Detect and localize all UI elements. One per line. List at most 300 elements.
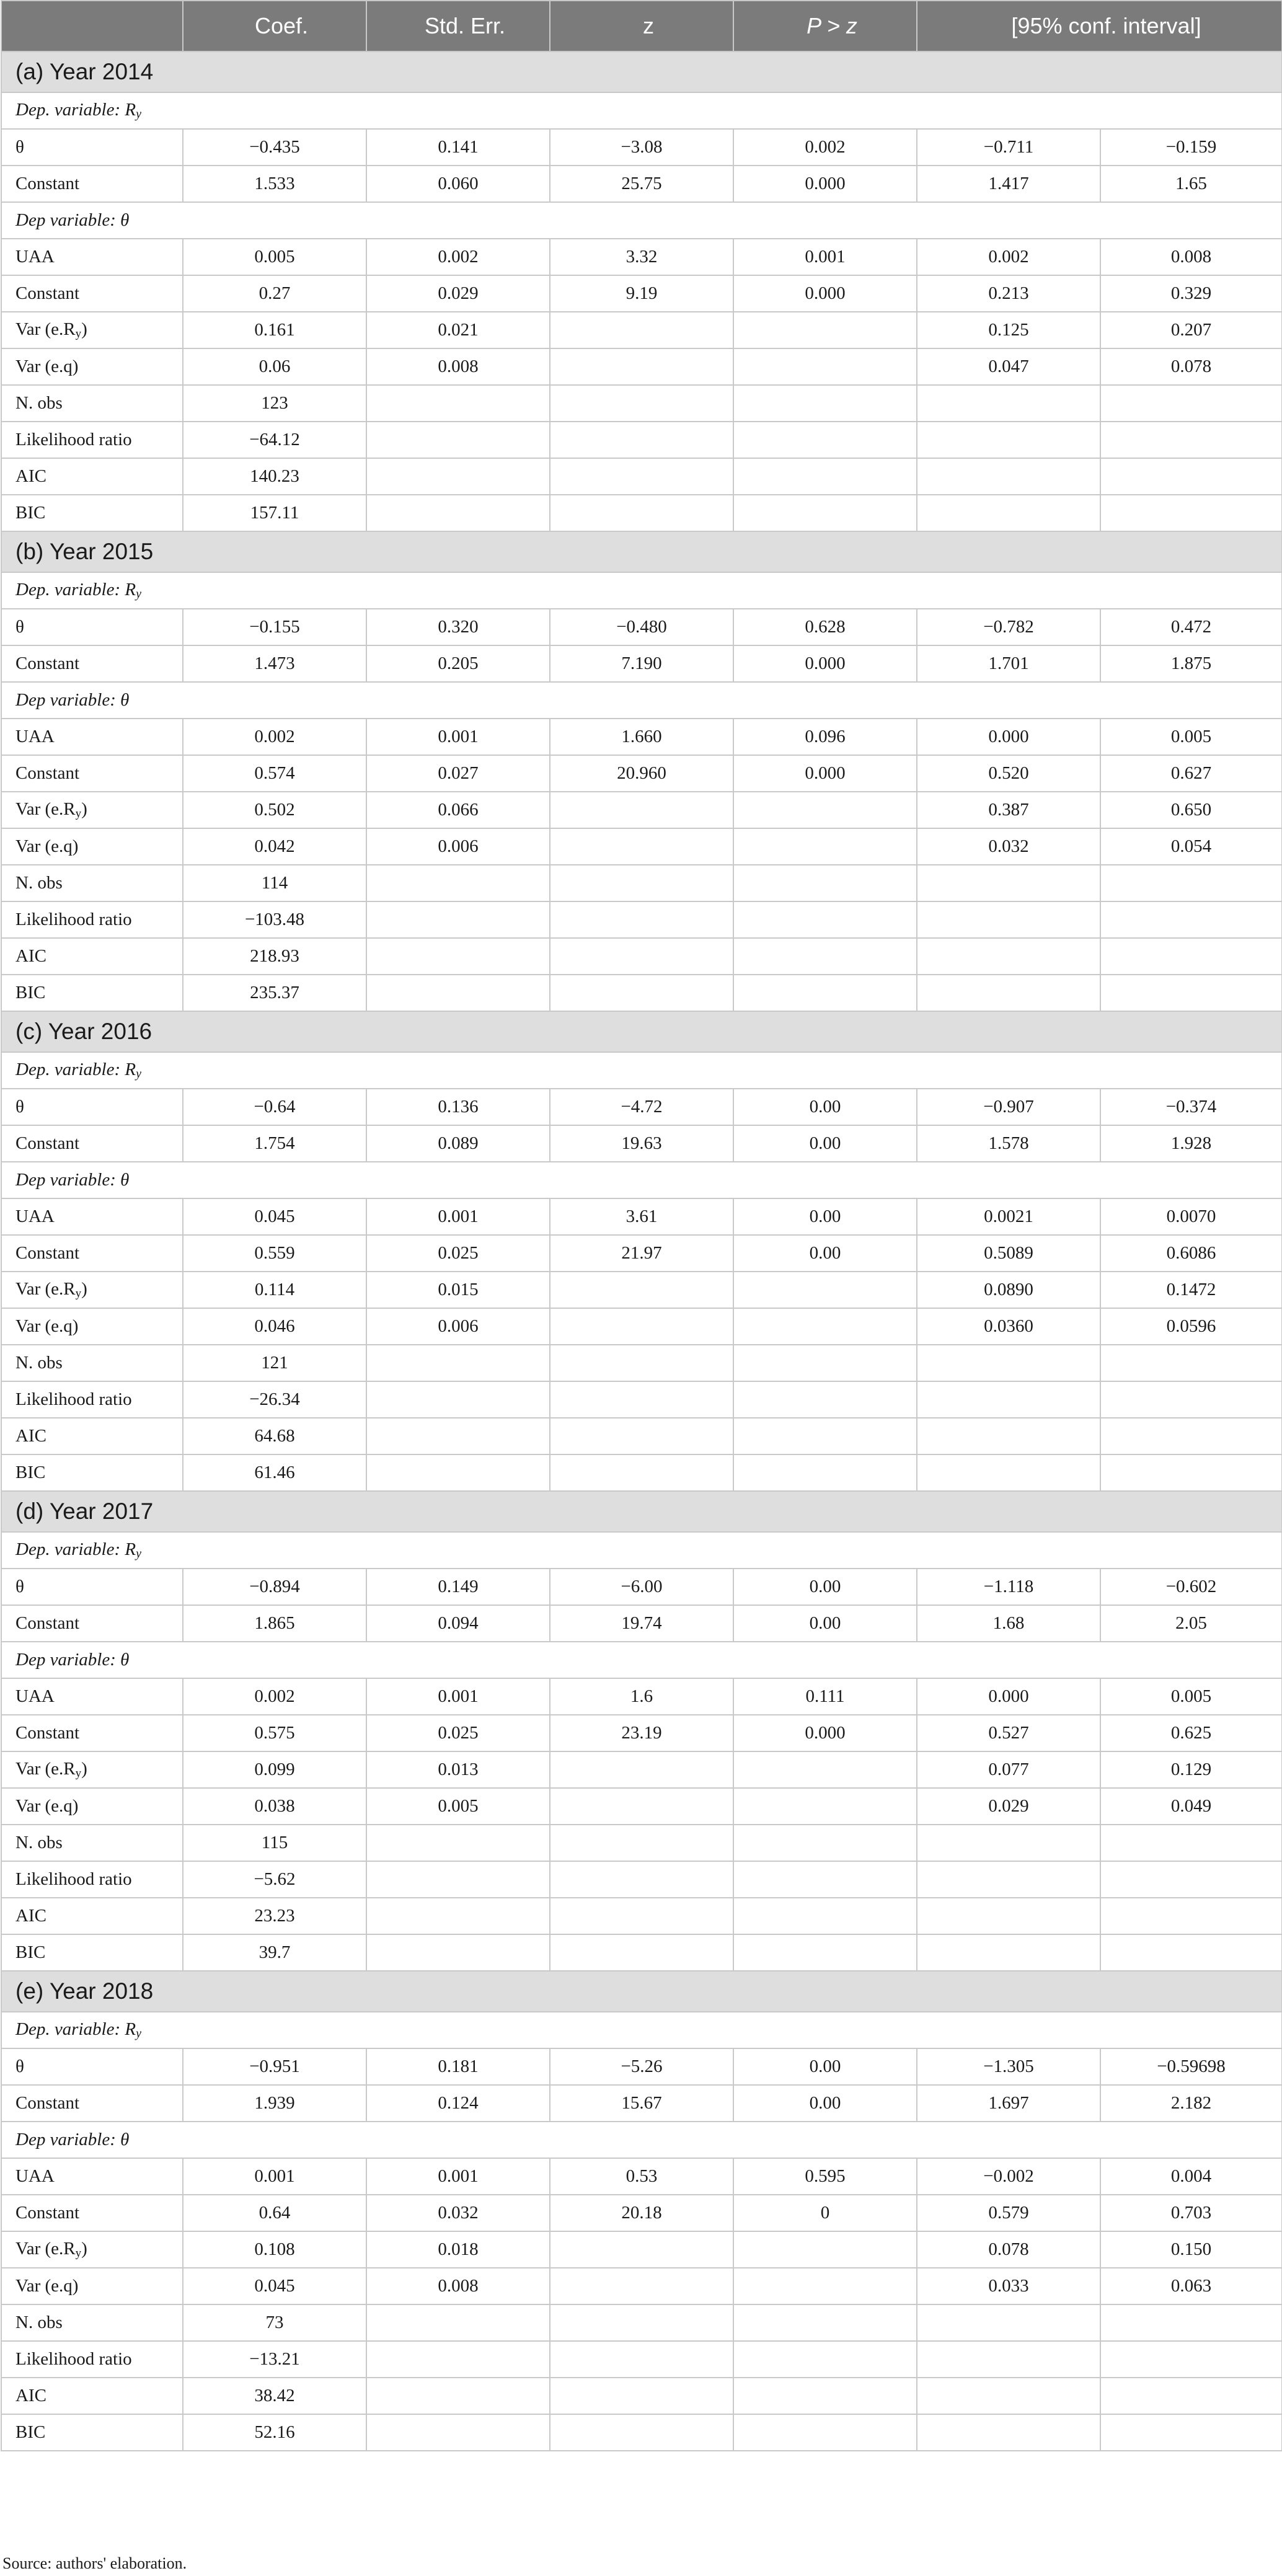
dependent-variable-subscript: y xyxy=(136,587,141,601)
table-cell: −64.12 xyxy=(183,422,366,458)
table-cell: 0.063 xyxy=(1100,2268,1282,2304)
row-label-close: ) xyxy=(81,1279,87,1299)
table-cell: 3.32 xyxy=(550,239,733,275)
table-cell: 39.7 xyxy=(183,1934,366,1971)
table-cell xyxy=(366,938,550,975)
table-cell xyxy=(1100,2304,1282,2341)
table-cell xyxy=(917,1381,1100,1418)
table-cell: −1.305 xyxy=(917,2048,1100,2085)
row-label: AIC xyxy=(1,2378,183,2414)
table-cell: 0.025 xyxy=(366,1235,550,1272)
table-cell xyxy=(550,385,733,422)
table-cell: 0.000 xyxy=(733,755,917,792)
table-cell xyxy=(550,792,733,828)
table-cell: 0.114 xyxy=(183,1272,366,1308)
table-cell: 0.046 xyxy=(183,1308,366,1345)
table-cell xyxy=(917,2414,1100,2451)
table-cell: 0.628 xyxy=(733,609,917,645)
table-cell: 0.329 xyxy=(1100,275,1282,312)
header-conf-interval: [95% conf. interval] xyxy=(917,1,1282,51)
table-row xyxy=(1,1089,1282,1125)
table-cell xyxy=(550,312,733,348)
table-cell xyxy=(366,1381,550,1418)
table-row xyxy=(1,166,1282,202)
table-cell: 52.16 xyxy=(183,2414,366,2451)
row-label: θ xyxy=(1,129,183,166)
table-row xyxy=(1,348,1282,385)
table-cell: 235.37 xyxy=(183,975,366,1011)
table-row xyxy=(1,645,1282,682)
table-cell xyxy=(550,1788,733,1825)
table-cell xyxy=(1100,1381,1282,1418)
table-row xyxy=(1,1934,1282,1971)
table-cell xyxy=(917,1934,1100,1971)
table-cell: 0.008 xyxy=(1100,239,1282,275)
table-cell: 0.096 xyxy=(733,719,917,755)
row-label: Constant xyxy=(1,645,183,682)
row-label: BIC xyxy=(1,1934,183,1971)
table-cell: 0.06 xyxy=(183,348,366,385)
dependent-variable-row xyxy=(1,1052,1282,1089)
table-cell: 1.865 xyxy=(183,1605,366,1642)
table-cell xyxy=(550,1861,733,1898)
dependent-variable-text: Dep. variable: R xyxy=(15,2019,136,2039)
table-cell xyxy=(1100,2341,1282,2378)
table-cell xyxy=(550,348,733,385)
row-label: θ xyxy=(1,609,183,645)
table-cell xyxy=(733,865,917,901)
table-cell: 0.64 xyxy=(183,2195,366,2231)
table-cell: 0.033 xyxy=(917,2268,1100,2304)
table-cell: 0.047 xyxy=(917,348,1100,385)
table-cell xyxy=(550,1272,733,1308)
table-row xyxy=(1,938,1282,975)
table-cell: 0.000 xyxy=(733,1715,917,1751)
table-cell xyxy=(917,2304,1100,2341)
table-cell xyxy=(1100,2414,1282,2451)
table-cell xyxy=(366,901,550,938)
table-cell: 0.141 xyxy=(366,129,550,166)
table-cell xyxy=(366,1934,550,1971)
table-cell: 0.002 xyxy=(183,719,366,755)
table-cell: 0.527 xyxy=(917,1715,1100,1751)
table-cell: 0.703 xyxy=(1100,2195,1282,2231)
row-label: AIC xyxy=(1,938,183,975)
dependent-variable-row xyxy=(1,202,1282,239)
table-cell: 0.025 xyxy=(366,1715,550,1751)
row-label: Var (e.q) xyxy=(1,1788,183,1825)
table-row xyxy=(1,1381,1282,1418)
dependent-variable-label xyxy=(1,1532,1282,1569)
row-label: N. obs xyxy=(1,385,183,422)
dependent-variable-label xyxy=(1,572,1282,609)
table-cell xyxy=(366,1345,550,1381)
table-cell xyxy=(917,1418,1100,1454)
table-row xyxy=(1,901,1282,938)
table-cell xyxy=(1100,1418,1282,1454)
table-cell xyxy=(917,1454,1100,1491)
table-cell: 0.006 xyxy=(366,1308,550,1345)
table-cell xyxy=(733,348,917,385)
table-cell xyxy=(550,2268,733,2304)
regression-table xyxy=(1,0,1282,2451)
table-cell: 1.533 xyxy=(183,166,366,202)
table-cell xyxy=(917,1898,1100,1934)
table-row xyxy=(1,1125,1282,1162)
table-cell: 0.320 xyxy=(366,609,550,645)
table-cell: 1.928 xyxy=(1100,1125,1282,1162)
table-cell xyxy=(733,2304,917,2341)
table-cell xyxy=(1100,1454,1282,1491)
row-label-text: Var (e.R xyxy=(15,319,76,339)
table-cell xyxy=(1100,1898,1282,1934)
dependent-variable-row xyxy=(1,2012,1282,2048)
table-cell: 0.066 xyxy=(366,792,550,828)
table-cell xyxy=(733,1934,917,1971)
table-cell xyxy=(550,2378,733,2414)
table-cell: 0.595 xyxy=(733,2158,917,2195)
table-row xyxy=(1,2158,1282,2195)
table-row xyxy=(1,1235,1282,1272)
table-cell: 0.001 xyxy=(366,1678,550,1715)
table-cell xyxy=(733,458,917,495)
table-cell xyxy=(733,1381,917,1418)
row-label: Constant xyxy=(1,1235,183,1272)
table-cell: 0.00 xyxy=(733,1089,917,1125)
dependent-variable-text: Dep. variable: R xyxy=(15,1539,136,1559)
section-header-row xyxy=(1,531,1282,572)
section-header-row xyxy=(1,51,1282,92)
dependent-variable-subscript: y xyxy=(136,107,141,121)
table-cell xyxy=(550,1381,733,1418)
table-cell: 0.574 xyxy=(183,755,366,792)
table-cell xyxy=(733,1418,917,1454)
table-cell: 0.078 xyxy=(1100,348,1282,385)
table-cell: 0.001 xyxy=(366,1198,550,1235)
table-row xyxy=(1,495,1282,531)
table-cell: −0.711 xyxy=(917,129,1100,166)
row-label: θ xyxy=(1,2048,183,2085)
table-cell: 115 xyxy=(183,1825,366,1861)
table-cell: 0.021 xyxy=(366,312,550,348)
header-p-value-text: P > z xyxy=(807,13,857,38)
table-cell xyxy=(550,422,733,458)
row-label: Likelihood ratio xyxy=(1,1381,183,1418)
table-cell: 0.559 xyxy=(183,1235,366,1272)
row-label: BIC xyxy=(1,1454,183,1491)
table-cell: 0.472 xyxy=(1100,609,1282,645)
row-label: Likelihood ratio xyxy=(1,422,183,458)
table-cell: 0.00 xyxy=(733,1235,917,1272)
table-cell: −0.907 xyxy=(917,1089,1100,1125)
table-cell: 3.61 xyxy=(550,1198,733,1235)
table-cell: 0.650 xyxy=(1100,792,1282,828)
table-cell xyxy=(366,2341,550,2378)
table-cell xyxy=(917,1861,1100,1898)
table-cell: 0.005 xyxy=(183,239,366,275)
row-label: Constant xyxy=(1,275,183,312)
table-cell: −0.374 xyxy=(1100,1089,1282,1125)
table-row xyxy=(1,1454,1282,1491)
table-cell: 19.63 xyxy=(550,1125,733,1162)
table-cell: 0.032 xyxy=(366,2195,550,2231)
section-title: (b) Year 2015 xyxy=(1,531,1282,572)
table-row xyxy=(1,385,1282,422)
table-cell: 0.089 xyxy=(366,1125,550,1162)
table-cell xyxy=(733,828,917,865)
row-label: Constant xyxy=(1,166,183,202)
dependent-variable-row xyxy=(1,2122,1282,2158)
table-cell: 1.701 xyxy=(917,645,1100,682)
table-row xyxy=(1,1715,1282,1751)
table-cell xyxy=(550,1418,733,1454)
table-row xyxy=(1,755,1282,792)
dependent-variable-label: Dep variable: θ xyxy=(1,202,1282,239)
table-row xyxy=(1,458,1282,495)
row-label-subscript: y xyxy=(75,807,82,820)
table-cell: 0.00 xyxy=(733,2048,917,2085)
row-label: Likelihood ratio xyxy=(1,1861,183,1898)
table-cell: 0.161 xyxy=(183,312,366,348)
table-cell: 140.23 xyxy=(183,458,366,495)
header-std-err: Std. Err. xyxy=(366,1,550,51)
table-cell: 0.002 xyxy=(183,1678,366,1715)
table-cell xyxy=(733,2378,917,2414)
table-cell xyxy=(366,385,550,422)
table-cell xyxy=(366,1861,550,1898)
table-cell: 64.68 xyxy=(183,1418,366,1454)
table-cell xyxy=(550,865,733,901)
table-cell: 0.150 xyxy=(1100,2231,1282,2268)
table-cell: 0.029 xyxy=(366,275,550,312)
table-cell: 20.960 xyxy=(550,755,733,792)
table-row xyxy=(1,2378,1282,2414)
row-label: N. obs xyxy=(1,1345,183,1381)
table-cell: −4.72 xyxy=(550,1089,733,1125)
row-label-close: ) xyxy=(81,1759,87,1779)
table-cell: 23.19 xyxy=(550,1715,733,1751)
row-label: Constant xyxy=(1,1605,183,1642)
table-cell: 0.00 xyxy=(733,1605,917,1642)
table-cell: 1.660 xyxy=(550,719,733,755)
table-cell: 0.125 xyxy=(917,312,1100,348)
table-cell xyxy=(550,1751,733,1788)
table-cell xyxy=(733,2414,917,2451)
table-cell: 1.6 xyxy=(550,1678,733,1715)
table-cell: 0.00 xyxy=(733,1125,917,1162)
table-cell: −0.155 xyxy=(183,609,366,645)
row-label: AIC xyxy=(1,1898,183,1934)
table-row xyxy=(1,1861,1282,1898)
table-cell xyxy=(1100,901,1282,938)
table-cell: 0.520 xyxy=(917,755,1100,792)
table-cell: 123 xyxy=(183,385,366,422)
row-label: UAA xyxy=(1,1198,183,1235)
row-label: N. obs xyxy=(1,865,183,901)
table-cell: 19.74 xyxy=(550,1605,733,1642)
dependent-variable-label: Dep variable: θ xyxy=(1,682,1282,719)
table-cell: 2.182 xyxy=(1100,2085,1282,2122)
row-label: Likelihood ratio xyxy=(1,901,183,938)
table-cell xyxy=(550,2231,733,2268)
row-label-close: ) xyxy=(81,319,87,339)
table-cell: −0.59698 xyxy=(1100,2048,1282,2085)
table-cell xyxy=(550,975,733,1011)
row-label: Var (e.q) xyxy=(1,828,183,865)
table-cell: 0 xyxy=(733,2195,917,2231)
table-cell: 0.149 xyxy=(366,1569,550,1605)
table-row xyxy=(1,1308,1282,1345)
table-cell xyxy=(1100,1345,1282,1381)
table-cell: 0.00 xyxy=(733,1569,917,1605)
table-cell: 0.002 xyxy=(366,239,550,275)
table-row xyxy=(1,1751,1282,1788)
table-cell: 0.002 xyxy=(917,239,1100,275)
table-cell xyxy=(733,1898,917,1934)
table-cell xyxy=(733,385,917,422)
table-cell xyxy=(1100,1934,1282,1971)
row-label: AIC xyxy=(1,458,183,495)
table-row xyxy=(1,1272,1282,1308)
table-cell: 0.008 xyxy=(366,348,550,385)
header-coef: Coef. xyxy=(183,1,366,51)
table-cell xyxy=(366,495,550,531)
table-cell: 0.27 xyxy=(183,275,366,312)
table-cell: 0.111 xyxy=(733,1678,917,1715)
table-cell xyxy=(733,495,917,531)
table-cell xyxy=(917,2341,1100,2378)
table-row xyxy=(1,2304,1282,2341)
table-cell: −13.21 xyxy=(183,2341,366,2378)
table-cell xyxy=(917,422,1100,458)
table-cell: 1.578 xyxy=(917,1125,1100,1162)
table-cell xyxy=(733,1788,917,1825)
section-title: (a) Year 2014 xyxy=(1,51,1282,92)
table-row xyxy=(1,275,1282,312)
table-cell: 0.0360 xyxy=(917,1308,1100,1345)
table-cell: 0.625 xyxy=(1100,1715,1282,1751)
row-label: Var (e.q) xyxy=(1,2268,183,2304)
table-cell xyxy=(917,938,1100,975)
table-cell: 0.0070 xyxy=(1100,1198,1282,1235)
table-cell xyxy=(733,422,917,458)
table-cell: −0.951 xyxy=(183,2048,366,2085)
table-cell: 0.038 xyxy=(183,1788,366,1825)
table-cell: 1.697 xyxy=(917,2085,1100,2122)
row-label: Constant xyxy=(1,2195,183,2231)
table-cell: 0.0596 xyxy=(1100,1308,1282,1345)
table-cell: 0.005 xyxy=(1100,1678,1282,1715)
table-cell: 0.001 xyxy=(733,239,917,275)
table-cell xyxy=(366,2304,550,2341)
table-cell: 0.094 xyxy=(366,1605,550,1642)
row-label-subscript: y xyxy=(75,1287,82,1300)
table-cell: 0.015 xyxy=(366,1272,550,1308)
row-label: BIC xyxy=(1,2414,183,2451)
table-cell: 0.124 xyxy=(366,2085,550,2122)
row-label-text: Var (e.R xyxy=(15,1759,76,1779)
table-cell: −6.00 xyxy=(550,1569,733,1605)
row-label: Constant xyxy=(1,1125,183,1162)
table-cell xyxy=(917,901,1100,938)
table-cell: −0.602 xyxy=(1100,1569,1282,1605)
row-label: N. obs xyxy=(1,2304,183,2341)
dependent-variable-row xyxy=(1,1642,1282,1678)
table-cell: 0.005 xyxy=(366,1788,550,1825)
table-cell: 38.42 xyxy=(183,2378,366,2414)
dependent-variable-text: Dep. variable: R xyxy=(15,1060,136,1079)
table-cell: 0.5089 xyxy=(917,1235,1100,1272)
row-label-text: Var (e.R xyxy=(15,2239,76,2259)
table-cell: 218.93 xyxy=(183,938,366,975)
table-cell: 0.001 xyxy=(366,719,550,755)
table-cell xyxy=(733,1751,917,1788)
table-cell: 0.060 xyxy=(366,166,550,202)
table-row xyxy=(1,865,1282,901)
section-title: (c) Year 2016 xyxy=(1,1011,1282,1052)
dependent-variable-row xyxy=(1,92,1282,129)
table-cell: 1.68 xyxy=(917,1605,1100,1642)
table-header xyxy=(1,1,1282,51)
table-cell: 0.049 xyxy=(1100,1788,1282,1825)
table-cell: 0.054 xyxy=(1100,828,1282,865)
table-cell: 0.53 xyxy=(550,2158,733,2195)
dependent-variable-subscript: y xyxy=(136,2027,141,2040)
table-cell: −0.435 xyxy=(183,129,366,166)
table-cell: 0.000 xyxy=(917,719,1100,755)
row-label xyxy=(1,1272,183,1308)
row-label: θ xyxy=(1,1089,183,1125)
table-cell: 0.502 xyxy=(183,792,366,828)
table-cell: −0.480 xyxy=(550,609,733,645)
table-cell: 0.005 xyxy=(1100,719,1282,755)
table-cell xyxy=(917,2378,1100,2414)
table-row xyxy=(1,239,1282,275)
table-cell xyxy=(366,1418,550,1454)
table-cell xyxy=(1100,938,1282,975)
table-row xyxy=(1,2268,1282,2304)
table-cell: 0.006 xyxy=(366,828,550,865)
table-cell: 121 xyxy=(183,1345,366,1381)
table-row xyxy=(1,1678,1282,1715)
table-cell: −0.159 xyxy=(1100,129,1282,166)
row-label-text: Var (e.R xyxy=(15,1279,76,1299)
table-cell: 0.00 xyxy=(733,2085,917,2122)
section-header-row xyxy=(1,1011,1282,1052)
row-label-subscript: y xyxy=(75,2247,82,2260)
table-cell xyxy=(1100,422,1282,458)
table-row xyxy=(1,2195,1282,2231)
table-cell: 0.129 xyxy=(1100,1751,1282,1788)
table-cell: 0.575 xyxy=(183,1715,366,1751)
row-label: UAA xyxy=(1,1678,183,1715)
row-label-text: Var (e.R xyxy=(15,799,76,819)
table-cell: 0.045 xyxy=(183,1198,366,1235)
table-cell xyxy=(550,495,733,531)
table-cell xyxy=(1100,495,1282,531)
table-cell xyxy=(1100,2378,1282,2414)
dependent-variable-label: Dep variable: θ xyxy=(1,1162,1282,1198)
table-cell: 1.473 xyxy=(183,645,366,682)
table-row xyxy=(1,1418,1282,1454)
table-cell xyxy=(550,2414,733,2451)
table-cell: 0.029 xyxy=(917,1788,1100,1825)
table-cell xyxy=(917,975,1100,1011)
table-row xyxy=(1,1825,1282,1861)
table-cell xyxy=(917,1345,1100,1381)
table-cell: 0.078 xyxy=(917,2231,1100,2268)
table-cell: 0.077 xyxy=(917,1751,1100,1788)
